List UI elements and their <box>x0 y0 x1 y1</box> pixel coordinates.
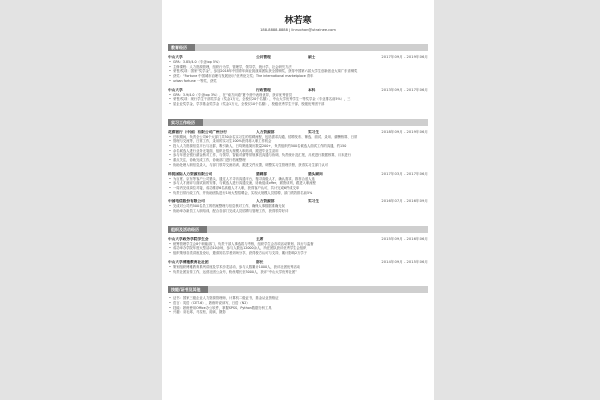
bullet-item: • 完成对公司约500名员工的档案整理与信息核对工作，确保人事数据准确无误 <box>168 204 428 209</box>
section-header-bar <box>168 119 428 126</box>
bullet-item: • 投入人力资源信息平台与社群，吸引新人，日均筛选简历数量200+，负责组织约500名候选人面试工作的沟通，约150 <box>168 144 428 149</box>
bullet-item: • 技能：熟练使用Office办公软件，掌握SPSS、Python数据分析工具 <box>168 306 428 311</box>
section-title: 组织及活动经历 <box>168 226 207 233</box>
entry-extra: 实习生 <box>308 199 320 204</box>
bullet-item: • 协助举办新员工入职培训，配合各部门完成人员招聘与管理工作，获得领导好评 <box>168 209 428 214</box>
entry-role: 部长 <box>256 259 264 264</box>
resume-sections <box>162 44 434 315</box>
entry-role: 行政管理 <box>256 87 271 92</box>
entry-date: 2017年09月 - 2019年06月 <box>381 55 428 59</box>
section-body <box>168 293 428 315</box>
entry-extra: 硕士 <box>308 55 316 59</box>
bullet-item: • 为百度、京东等客户公司猎头，通过人才寻访沟通平台，搜寻高级人才，确认需求，推荐合适人选 <box>168 177 428 182</box>
bullet-item: • 语言：英语（CET-6），熟练听说读写，日语（N2） <box>168 301 428 306</box>
entry-organization: 科锐国际人力资源有限公司 <box>168 171 213 176</box>
entry-role: 主席 <box>256 236 264 241</box>
section-title: 教育经历 <box>168 44 195 51</box>
entry-organization: 中山大学博雅教育社社团 <box>168 259 209 264</box>
entry-role: 人力资源部 <box>256 129 275 134</box>
bullet-item: • 证书：国家三级企业人力资源管理师，计算机二级证书，基金从业资格证 <box>168 296 428 301</box>
entry-organization: 花旗银行（中国）有限公司广州分行 <box>168 129 227 134</box>
bullet-item: • 荣誉/奖项：国家“奖学金”，参加2018年中国青年商业挑战赛团队获全国铜奖，获得中国第六届大学生创新创业大赛广东省铜奖 <box>168 69 428 74</box>
bullet-item: • 主修课程：人力资源管理，组织行为学，管理学，领导学，统计学，社会研究方法 <box>168 65 428 70</box>
bullet-item: • 参与年度全银行薪金核对工作，与领导、智能对薪等常规事宜沟通与协调，负责统计及汇报，月底进行数据核算，月末进行 <box>168 153 428 158</box>
section-body <box>168 55 428 107</box>
bullet-item: • 参与人才测评与面试前的安排，与候选人进行沟通交流，协助促成offer，薪资谈判，跟进入职流程 <box>168 181 428 186</box>
bullet-item: • 协助处理入职信息录入，与部门领导交流培训，跟进文件反馈，调整实习生管理手册，获得实习生部门认可 <box>168 163 428 168</box>
entry-organization: 中山大学 <box>168 87 183 92</box>
entry-date: 2018年09月 - 2019年06月 <box>381 129 428 134</box>
bullet-item: • 统筹管理学生会8个职能部门，负责干部人事选拔与考核，组织学生会各项活动策划、执行与监督 <box>168 242 428 247</box>
entry-extra: 实习生 <box>308 129 320 134</box>
candidate-name: 林若寒 <box>284 16 312 26</box>
bullet-item: • 组织策划各类讲座及论坛，邀请知名学者到场分享，获得校方认可与支持，累计影响2万学子 <box>168 251 428 256</box>
section-title: 技能/证书及其他 <box>168 286 208 293</box>
bullet-item: • GPA：3.85/4.0（专业top 5%） <box>168 60 428 65</box>
entry-date: 2013年09月 - 2017年06月 <box>381 87 428 92</box>
bullet-item: • 重点关注，协助完成工作，协助部门进行档案整理 <box>168 158 428 163</box>
bullet-item: • 荣誉/奖项：现行学生干部奖学金（奖金1万元，全校仅20个名额），中山大学优秀学生一等奖学金（专业排名前5%），三 <box>168 97 428 102</box>
section-header-bar <box>168 44 428 51</box>
entry-date: 2015年09月 - 2016年06月 <box>381 236 428 241</box>
section-body <box>168 130 428 214</box>
resume-page <box>162 0 434 400</box>
section-header-bar <box>168 226 428 233</box>
entry-date: 2016年07月 - 2016年09月 <box>381 199 428 204</box>
entry-role: 猎聘部 <box>256 171 268 176</box>
entry-date: 2014年09月 - 2015年06月 <box>381 259 428 264</box>
bullet-item: • 成功举办学院年度大型活动10余场，参与人数达12000余人，所在团队获评优秀学生会组织 <box>168 246 428 251</box>
section-body <box>168 237 428 275</box>
entry-role: 公共管理 <box>256 55 271 59</box>
section-header-bar <box>168 286 428 293</box>
entry-extra: 本科 <box>308 87 316 92</box>
entry-extra: 猎头顾问 <box>308 171 323 176</box>
bullet-item: • 星企业奖学金，学享基金奖学金（奖金1万元，全校仅10个名额），校级优秀学生干部，校级优秀团干部 <box>168 102 428 107</box>
entry-organization: 中山大学政务学院学生会 <box>168 236 209 241</box>
entry-organization: 中山大学 <box>168 55 183 59</box>
bullet-item: • 兴趣：羽毛球，马拉松，阅读，摄影 <box>168 310 428 315</box>
bullet-item: • 负责社团宣传工作，运营社团公众号，粉丝增长至3000人，获评“中山大学优秀社团” <box>168 270 428 275</box>
bullet-item: • GPA：3.9/4.0（专业top 3%），在“南方问道”夏令营中表现优异，获评优秀营员 <box>168 93 428 98</box>
bullet-item: • 余名候选人进行业务无笔面，组织社招大规模入职培训，跟进毕业生录用 <box>168 149 428 154</box>
bullet-item: • 一周内完成岗位对接，成功推荐6名高级人才入职，获得客户认可，共计完成6件成交单 <box>168 186 428 191</box>
entry-date: 2017年03月 - 2017年06月 <box>381 171 428 176</box>
bullet-item: • 负责日常行政工作，并协助团队进行1场大型招聘会，实现大规模人员招聘，部门绩效排名前5% <box>168 191 428 196</box>
contact-info: 188-8888-8888 | linruohan@utrainee.com <box>260 28 336 32</box>
bullet-item: • urban fortune 一等奖，获奖 <box>168 79 428 84</box>
bullet-item: • 获奖：“Fortune 中国城市治理与发展论坛”优秀论文奖；The international marketplace 青年 <box>168 74 428 79</box>
bullet-item: • 策划组织博雅教育系列讲座及学术沙龙活动，参与人数累计1000人，获评社团优秀活动 <box>168 265 428 270</box>
bullet-item: • 管理与交流等，日常工作，录用的实习生100%获得再入职工作机会 <box>168 139 428 144</box>
section-title: 实习工作经历 <box>168 119 203 126</box>
entry-role: 人力资源部 <box>256 199 275 204</box>
entry-organization: 中国电信股份有限公司 <box>168 199 205 204</box>
bullet-item: • 任职期间，负责全公司6个大部门共30余名实习生的招聘流程，包括需求沟通、招聘发布、筛选、面试、录用、薪酬核算、日常 <box>168 135 428 140</box>
